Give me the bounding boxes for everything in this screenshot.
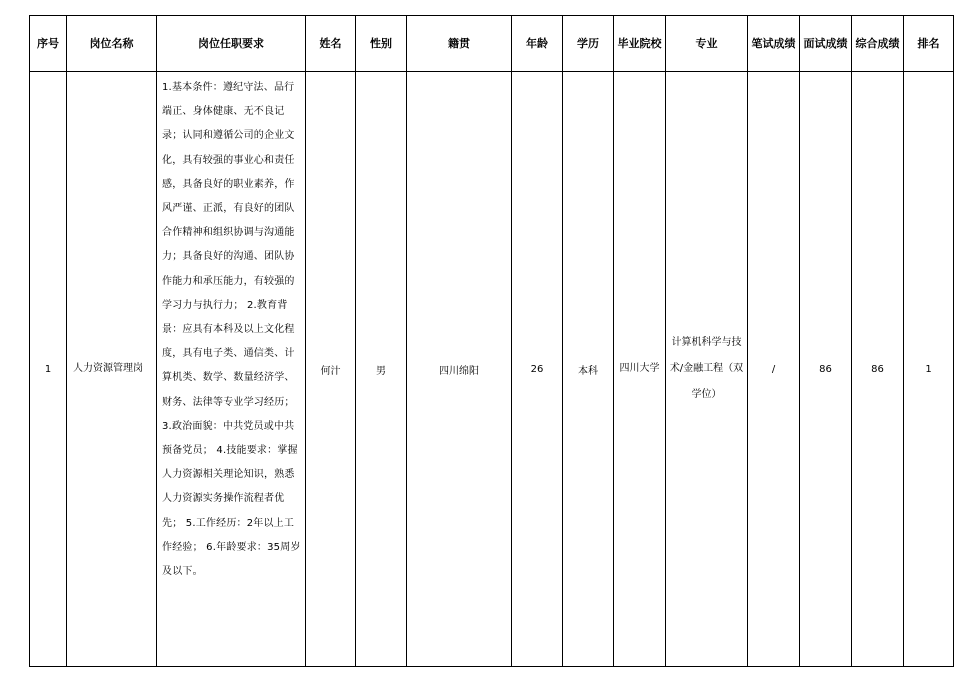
table-header-row [30, 16, 954, 72]
header-interview-score: 面试成绩 [800, 16, 852, 72]
cell-education: 本科 [563, 72, 614, 667]
table-row [30, 72, 954, 667]
header-rank: 排名 [904, 16, 954, 72]
cell-written-score: / [748, 72, 800, 667]
candidate-table-sheet [29, 15, 954, 667]
header-age: 年龄 [512, 16, 563, 72]
header-position: 岗位名称 [67, 16, 157, 72]
header-gender: 性别 [356, 16, 407, 72]
header-requirements: 岗位任职要求 [157, 16, 306, 72]
header-index: 序号 [30, 16, 67, 72]
header-education: 学历 [563, 16, 614, 72]
cell-index: 1 [30, 72, 67, 667]
header-hometown: 籍贯 [407, 16, 512, 72]
header-written-score: 笔试成绩 [748, 16, 800, 72]
requirements-text: 1.基本条件：遵纪守法、品行端正、身体健康、无不良记录；认同和遵循公司的企业文化，具有较强的事业心和责任感，具备良好的职业素养，作风严谨、正派，有良好的团队合作精神和组织协调与沟通能力；具备良好的沟通、团队协作能力和承压能力，有较强的学习力与执行力； 2.教育背景：应具有本科及以上文化程度，具有电子类、通信类、计算机类、数学、数量经济学、财务、法律等专业学习经历；3.政治面貌：中共党员或中共预备党员； 4.技能要求：掌握人力资源相关理论知识，熟悉人力资源实务操作流程者优先； 5.工作经历：2年以上工作经验； 6.年龄要求：35周岁及以下。 [162, 82, 301, 578]
cell-school: 四川大学 [614, 72, 666, 667]
cell-age: 26 [512, 72, 563, 667]
cell-rank: 1 [904, 72, 954, 667]
cell-total-score: 86 [852, 72, 904, 667]
cell-requirements [157, 72, 306, 667]
candidate-table [29, 15, 954, 667]
header-name: 姓名 [306, 16, 356, 72]
cell-position: 人力资源管理岗 [67, 72, 157, 667]
cell-major: 计算机科学与技术/金融工程（双学位） [666, 72, 748, 667]
header-school: 毕业院校 [614, 16, 666, 72]
header-total-score: 综合成绩 [852, 16, 904, 72]
cell-interview-score: 86 [800, 72, 852, 667]
cell-gender: 男 [356, 72, 407, 667]
cell-name: 何汁 [306, 72, 356, 667]
header-major: 专业 [666, 16, 748, 72]
cell-hometown: 四川绵阳 [407, 72, 512, 667]
